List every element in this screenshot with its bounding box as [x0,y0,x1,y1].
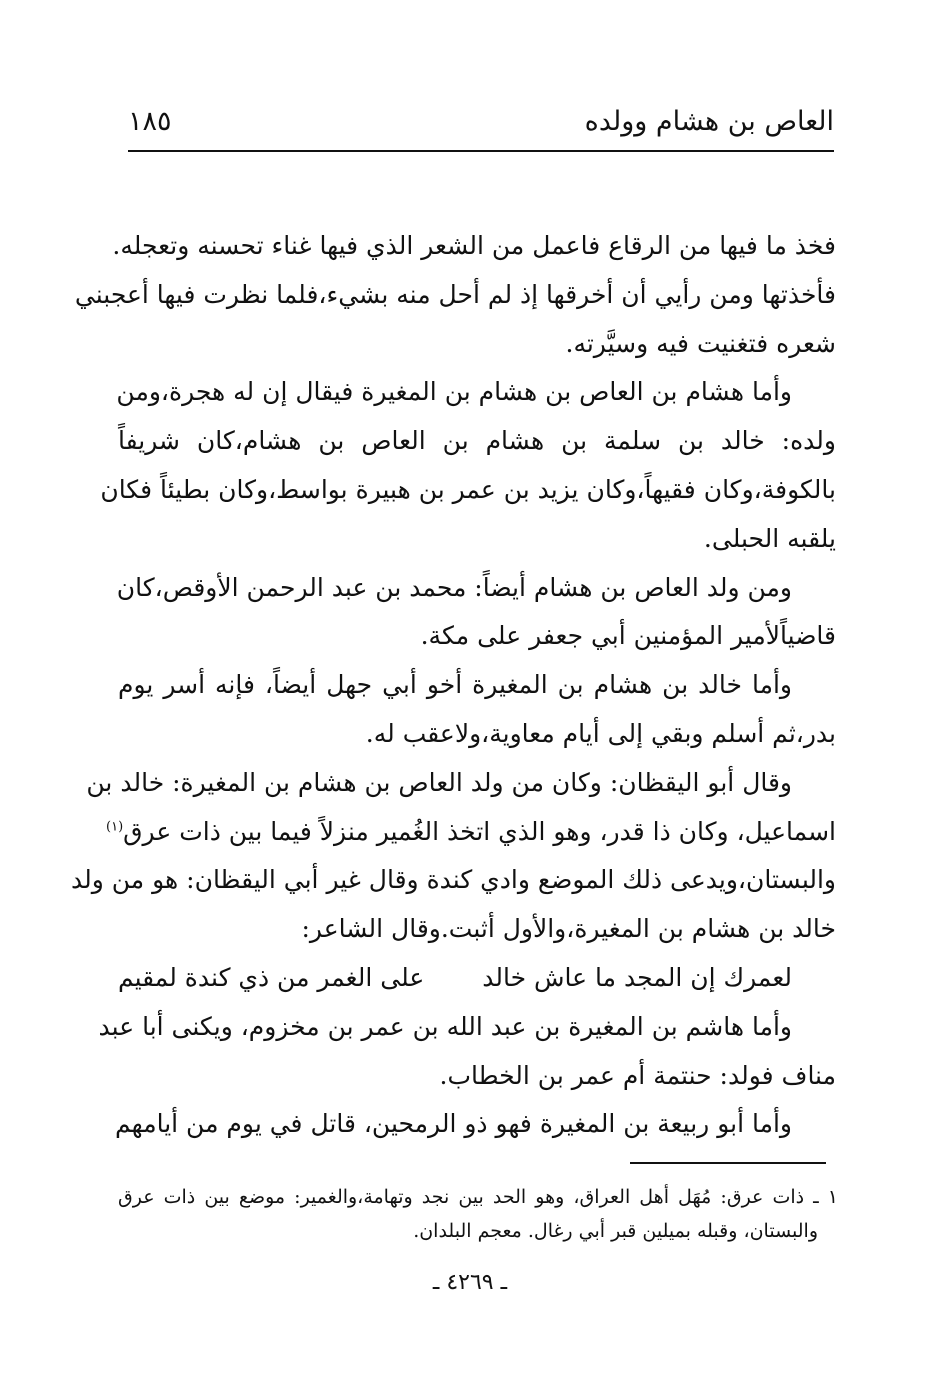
text-line: وأما هاشم بن المغيرة بن عبد الله بن عمر بن مخزوم، ويكنى أبا عبد [98,1011,792,1041]
verse-first-hemistich: لعمرك إن المجد ما عاش خالد [482,962,792,992]
text-line: والبستان،ويدعى ذلك الموضع وادي كندة وقال غير أبي اليقظان: هو من ولد [70,865,836,895]
text-line: ومن ولد العاص بن هشام أيضاً: محمد بن عبد الرحمن الأوقص،كان [116,572,792,602]
text-line: ولده: خالد بن سلمة بن هشام بن العاص بن هشام،كان شريفاً [118,426,836,456]
header-rule [128,150,834,152]
text-line: وقال أبو اليقظان: وكان من ولد العاص بن هشام بن المغيرة: خالد بن [86,767,792,797]
footnote-rule [630,1162,826,1164]
footnote-line: والبستان، وقبله بميلين قبر أبي رغال. معجم البلدان. [413,1220,818,1242]
running-title: العاص بن هشام وولده [584,106,834,137]
verse-line [118,954,836,1003]
text-line: فخذ ما فيها من الرقاع فاعمل من الشعر الذي فيها غناء تحسنه وتعجله. [112,231,836,260]
page-header [128,100,834,148]
text-line: مناف فولد: حنتمة أم عمر بن الخطاب. [439,1060,836,1090]
text-line: قاضياًلأمير المؤمنين أبي جعفر على مكة. [420,621,836,651]
footnotes [118,1180,838,1248]
footnote-marker[interactable]: (١) [106,819,124,835]
text-line: بالكوفة،وكان فقيهاً،وكان يزيد بن عمر بن هبيرة بواسط،وكان بطيئاً فكان [100,474,836,504]
text-line: يلقبه الحبلى. [703,523,836,553]
verse-second-hemistich: على الغمر من ذي كندة لمقيم [117,962,425,992]
text-line: وأما هشام بن العاص بن هشام بن المغيرة فيقال إن له هجرة،ومن [116,377,792,407]
page-number: ١٨٥ [128,106,172,137]
text-line: فأخذتها ومن رأيي أن أخرقها إذ لم أحل منه بشيء،فلما نظرت فيها أعجبني [74,279,836,309]
text-line: خالد بن هشام بن المغيرة،والأول أثبت.وقال الشاعر: [301,914,836,944]
text-line: بدر،ثم أسلم وبقي إلى أيام معاوية،ولاعقب له. [365,718,836,748]
text-line: وأما أبو ربيعة بن المغيرة فهو ذو الرمحين، قاتل في يوم من أيامهم [115,1109,792,1139]
text-line: شعره فتغنيت فيه وسيَّرته. [565,328,836,358]
text-line-content: اسماعيل، وكان ذا قدر، وهو الذي اتخذ الغُمير منزلاً فيما بين ذات عرق [123,816,836,846]
footnote-line: ١ ـ ذات عرق: مُهَل أهل العراق، وهو الحد بين نجد وتهامة،والغمير: موضع بين ذات عرق [118,1186,838,1208]
text-line: وأما خالد بن هشام بن المغيرة أخو أبي جهل أيضاً، فإنه أسر يوم [118,670,792,700]
folio-number: ـ ٤٢٦٩ ـ [432,1270,508,1295]
text-line-with-footnote [106,808,836,857]
body-text [70,222,836,1149]
